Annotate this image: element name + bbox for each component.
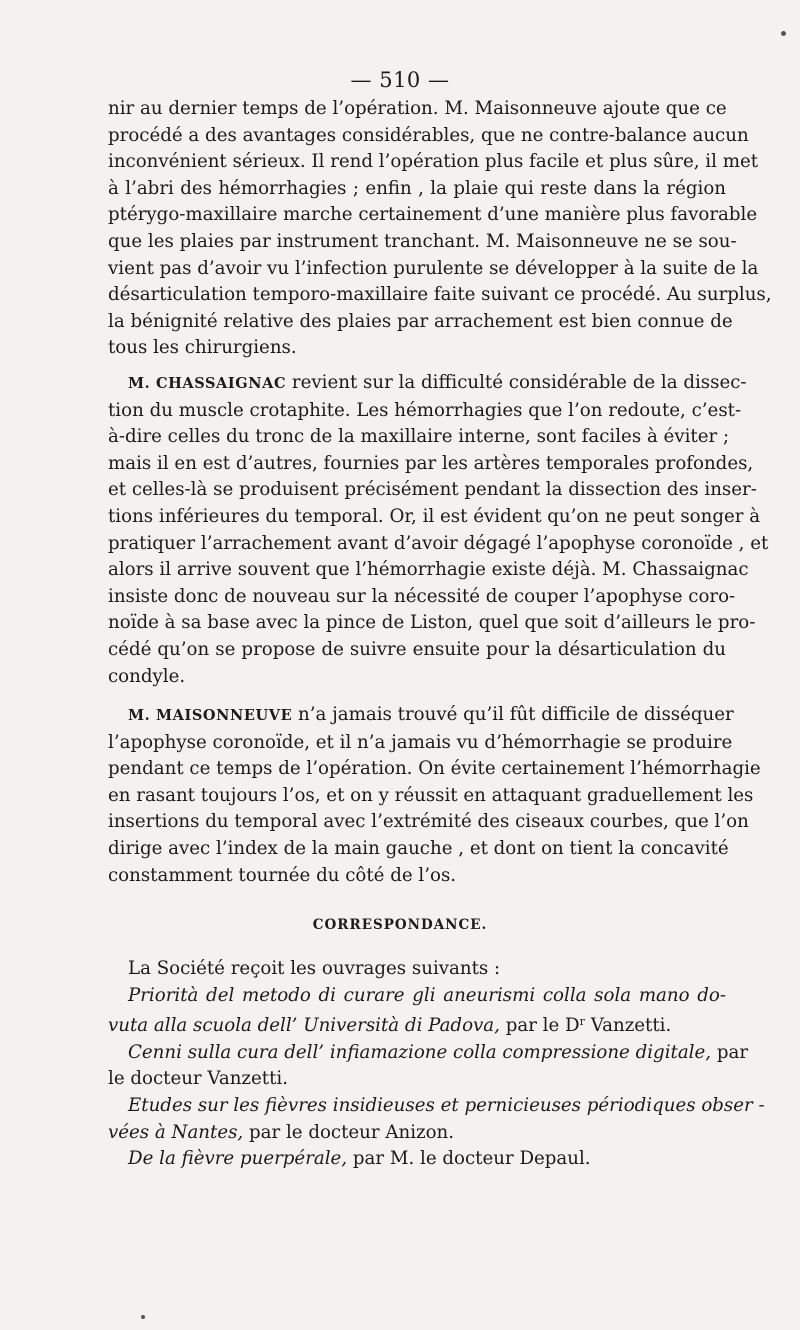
text-line: M. CHASSAIGNAC revient sur la difficulté considérable de la dissec- <box>128 372 747 393</box>
text-line: insertions du temporal avec l’extrémité des ciseaux courbes, que l’on <box>108 811 749 833</box>
text-line: à l’abri des hémorrhagies ; enfin , la plaie qui reste dans la région <box>108 177 726 199</box>
text-line: inconvénient sérieux. Il rend l’opération plus facile et plus sûre, il met <box>108 151 759 173</box>
text-line: Priorità del metodo di curare gli aneurismi colla sola mano do- <box>128 984 726 1006</box>
text-line: insiste donc de nouveau sur la nécessité de couper l’apophyse coro- <box>108 585 736 607</box>
text-line: tion du muscle crotaphite. Les hémorrhagies que l’on redoute, c’est- <box>108 399 742 421</box>
text-line: vient pas d’avoir vu l’infection purulente se développer à la suite de la <box>108 257 759 279</box>
text-line: dirige avec l’index de la main gauche , et dont on tient la concavité <box>108 837 729 859</box>
text-line: l’apophyse coronoïde, et il n’a jamais vu d’hémorrhagie se produire <box>108 731 733 753</box>
correspondance-intro: La Société reçoit les ouvrages suivants : <box>128 958 501 979</box>
text-line: vées à Nantes, par le docteur Anizon. <box>108 1121 455 1143</box>
section-heading: CORRESPONDANCE. <box>312 917 488 933</box>
text-line: tions inférieures du temporal. Or, il est évident qu’on ne peut songer à <box>108 505 761 527</box>
ink-speck <box>781 31 786 36</box>
speaker-name: M. CHASSAIGNAC <box>128 375 287 392</box>
text-line: M. MAISONNEUVE n’a jamais trouvé qu’il fût difficile de disséquer <box>128 704 734 725</box>
text-line: à-dire celles du tronc de la maxillaire interne, sont faciles à éviter ; <box>108 426 730 448</box>
text-line: tous les chirurgiens. <box>108 337 297 359</box>
text-line: pendant ce temps de l’opération. On évite certainement l’hémorrhagie <box>108 758 761 780</box>
text-line: en rasant toujours l’os, et on y réussit en attaquant graduellement les <box>108 784 754 806</box>
ink-speck <box>141 1315 145 1319</box>
paragraph-chassaignac <box>108 370 769 690</box>
text-line: la bénignité relative des plaies par arrachement est bien connue de <box>108 310 733 332</box>
text-line: désarticulation temporo-maxillaire faite suivant ce procédé. Au surplus, <box>108 284 772 306</box>
page-number: — 510 — <box>350 68 450 92</box>
text-line: le docteur Vanzetti. <box>108 1068 288 1090</box>
text-line: constamment tournée du côté de l’os. <box>108 864 457 886</box>
text-line: mais il en est d’autres, fournies par les artères temporales profondes, <box>108 452 754 474</box>
text-line: condyle. <box>108 665 186 687</box>
text-line: procédé a des avantages considérables, que ne contre-balance aucun <box>108 124 749 146</box>
text-line: Etudes sur les fièvres insidieuses et pernicieuses périodiques obser - <box>128 1094 765 1116</box>
text-line: que les plaies par instrument tranchant. M. Maisonneuve ne se sou- <box>108 230 737 252</box>
text-line: pratiquer l’arrachement avant d’avoir dégagé l’apophyse coronoïde , et <box>108 532 769 554</box>
text-line: nir au dernier temps de l’opération. M. Maisonneuve ajoute que ce <box>108 98 727 119</box>
text-line: et celles-là se produisent précisément pendant la dissection des inser- <box>108 479 757 501</box>
correspondance-list <box>108 956 765 1173</box>
text-line: Cenni sulla cura dell’ infiamazione colla compressione digitale, par <box>128 1041 749 1063</box>
text-line: De la fièvre puerpérale, par M. le docteur Depaul. <box>128 1148 591 1170</box>
paragraph-maisonneuve-reply <box>108 702 761 889</box>
text-line: alors il arrive souvent que l’hémorrhagie existe déjà. M. Chassaignac <box>108 559 749 581</box>
paragraph-maisonneuve-procedure <box>108 96 772 362</box>
speaker-name: M. MAISONNEUVE <box>128 707 293 724</box>
text-line: noïde à sa base avec la pince de Liston, quel que soit d’ailleurs le pro- <box>108 612 756 634</box>
text-line: cédé qu’on se propose de suivre ensuite pour la désarticulation du <box>108 638 726 660</box>
text-line: ptérygo-maxillaire marche certainement d’une manière plus favorable <box>108 204 758 226</box>
text-line: vuta alla scuola dell’ Università di Padova, par le $D^r$ Vanzetti. <box>108 1015 672 1037</box>
